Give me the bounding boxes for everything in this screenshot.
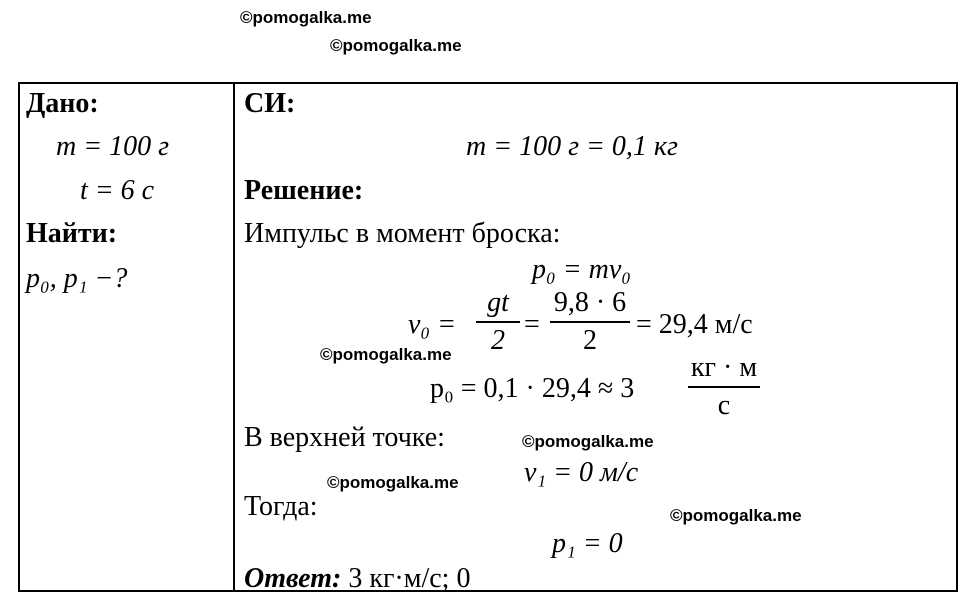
v0-fraction-numeric [550, 289, 630, 355]
given-title: Дано: [26, 88, 99, 119]
p0-unit-numerator: кг · м [690, 352, 758, 383]
p0-formula: p₀ = mv₀ [532, 254, 632, 285]
p0-unit-fraction [688, 354, 760, 420]
watermark-text: ©pomogalka.me [330, 36, 462, 55]
watermark-text: ©pomogalka.me [327, 473, 459, 492]
v0-result: = 29,4 м/с [636, 309, 753, 340]
given-mass [56, 133, 169, 161]
p1-formula: p₁ = 0 [552, 528, 623, 559]
given-time-text: t = 6 с [80, 175, 155, 206]
given-time [80, 177, 154, 205]
watermark-text: ©pomogalka.me [240, 8, 372, 27]
p0-calculation: p₀ = 0,1 · 29,4 ≈ 3 [430, 373, 635, 404]
answer-line [244, 565, 470, 593]
v0-fraction-numeric-denominator: 2 [583, 325, 597, 356]
watermark-text: ©pomogalka.me [670, 506, 802, 525]
find-title: Найти: [26, 218, 118, 249]
p0-unit-denominator: с [717, 390, 731, 421]
v0-fraction-numeric-numerator: 9,8 · 6 [553, 287, 627, 318]
watermark-text: ©pomogalka.me [320, 345, 452, 364]
v0-fraction-gt [476, 289, 520, 355]
v0-lhs: v₀ = [408, 309, 457, 340]
column-divider [233, 82, 235, 592]
answer-label: Ответ: [244, 563, 342, 594]
v0-fraction-gt-numerator: gt [487, 287, 509, 318]
v0-fraction-gt-denominator: 2 [491, 325, 505, 356]
then-text: Тогда: [244, 491, 318, 522]
si-title: СИ: [244, 88, 296, 119]
answer-value: 3 кг·м/с; 0 [348, 563, 471, 594]
impulse-text: Импульс в момент броска: [244, 218, 561, 249]
watermark-text: ©pomogalka.me [522, 432, 654, 451]
given-mass-text: m = 100 г [56, 131, 170, 162]
si-conversion: m = 100 г = 0,1 кг [466, 131, 678, 162]
equals-sign: = [524, 309, 540, 340]
find-quantities: p₀, p₁ −? [26, 263, 128, 294]
top-point-text: В верхней точке: [244, 422, 445, 453]
solution-title: Решение: [244, 175, 364, 206]
v1-formula: v₁ = 0 м/с [524, 457, 639, 488]
